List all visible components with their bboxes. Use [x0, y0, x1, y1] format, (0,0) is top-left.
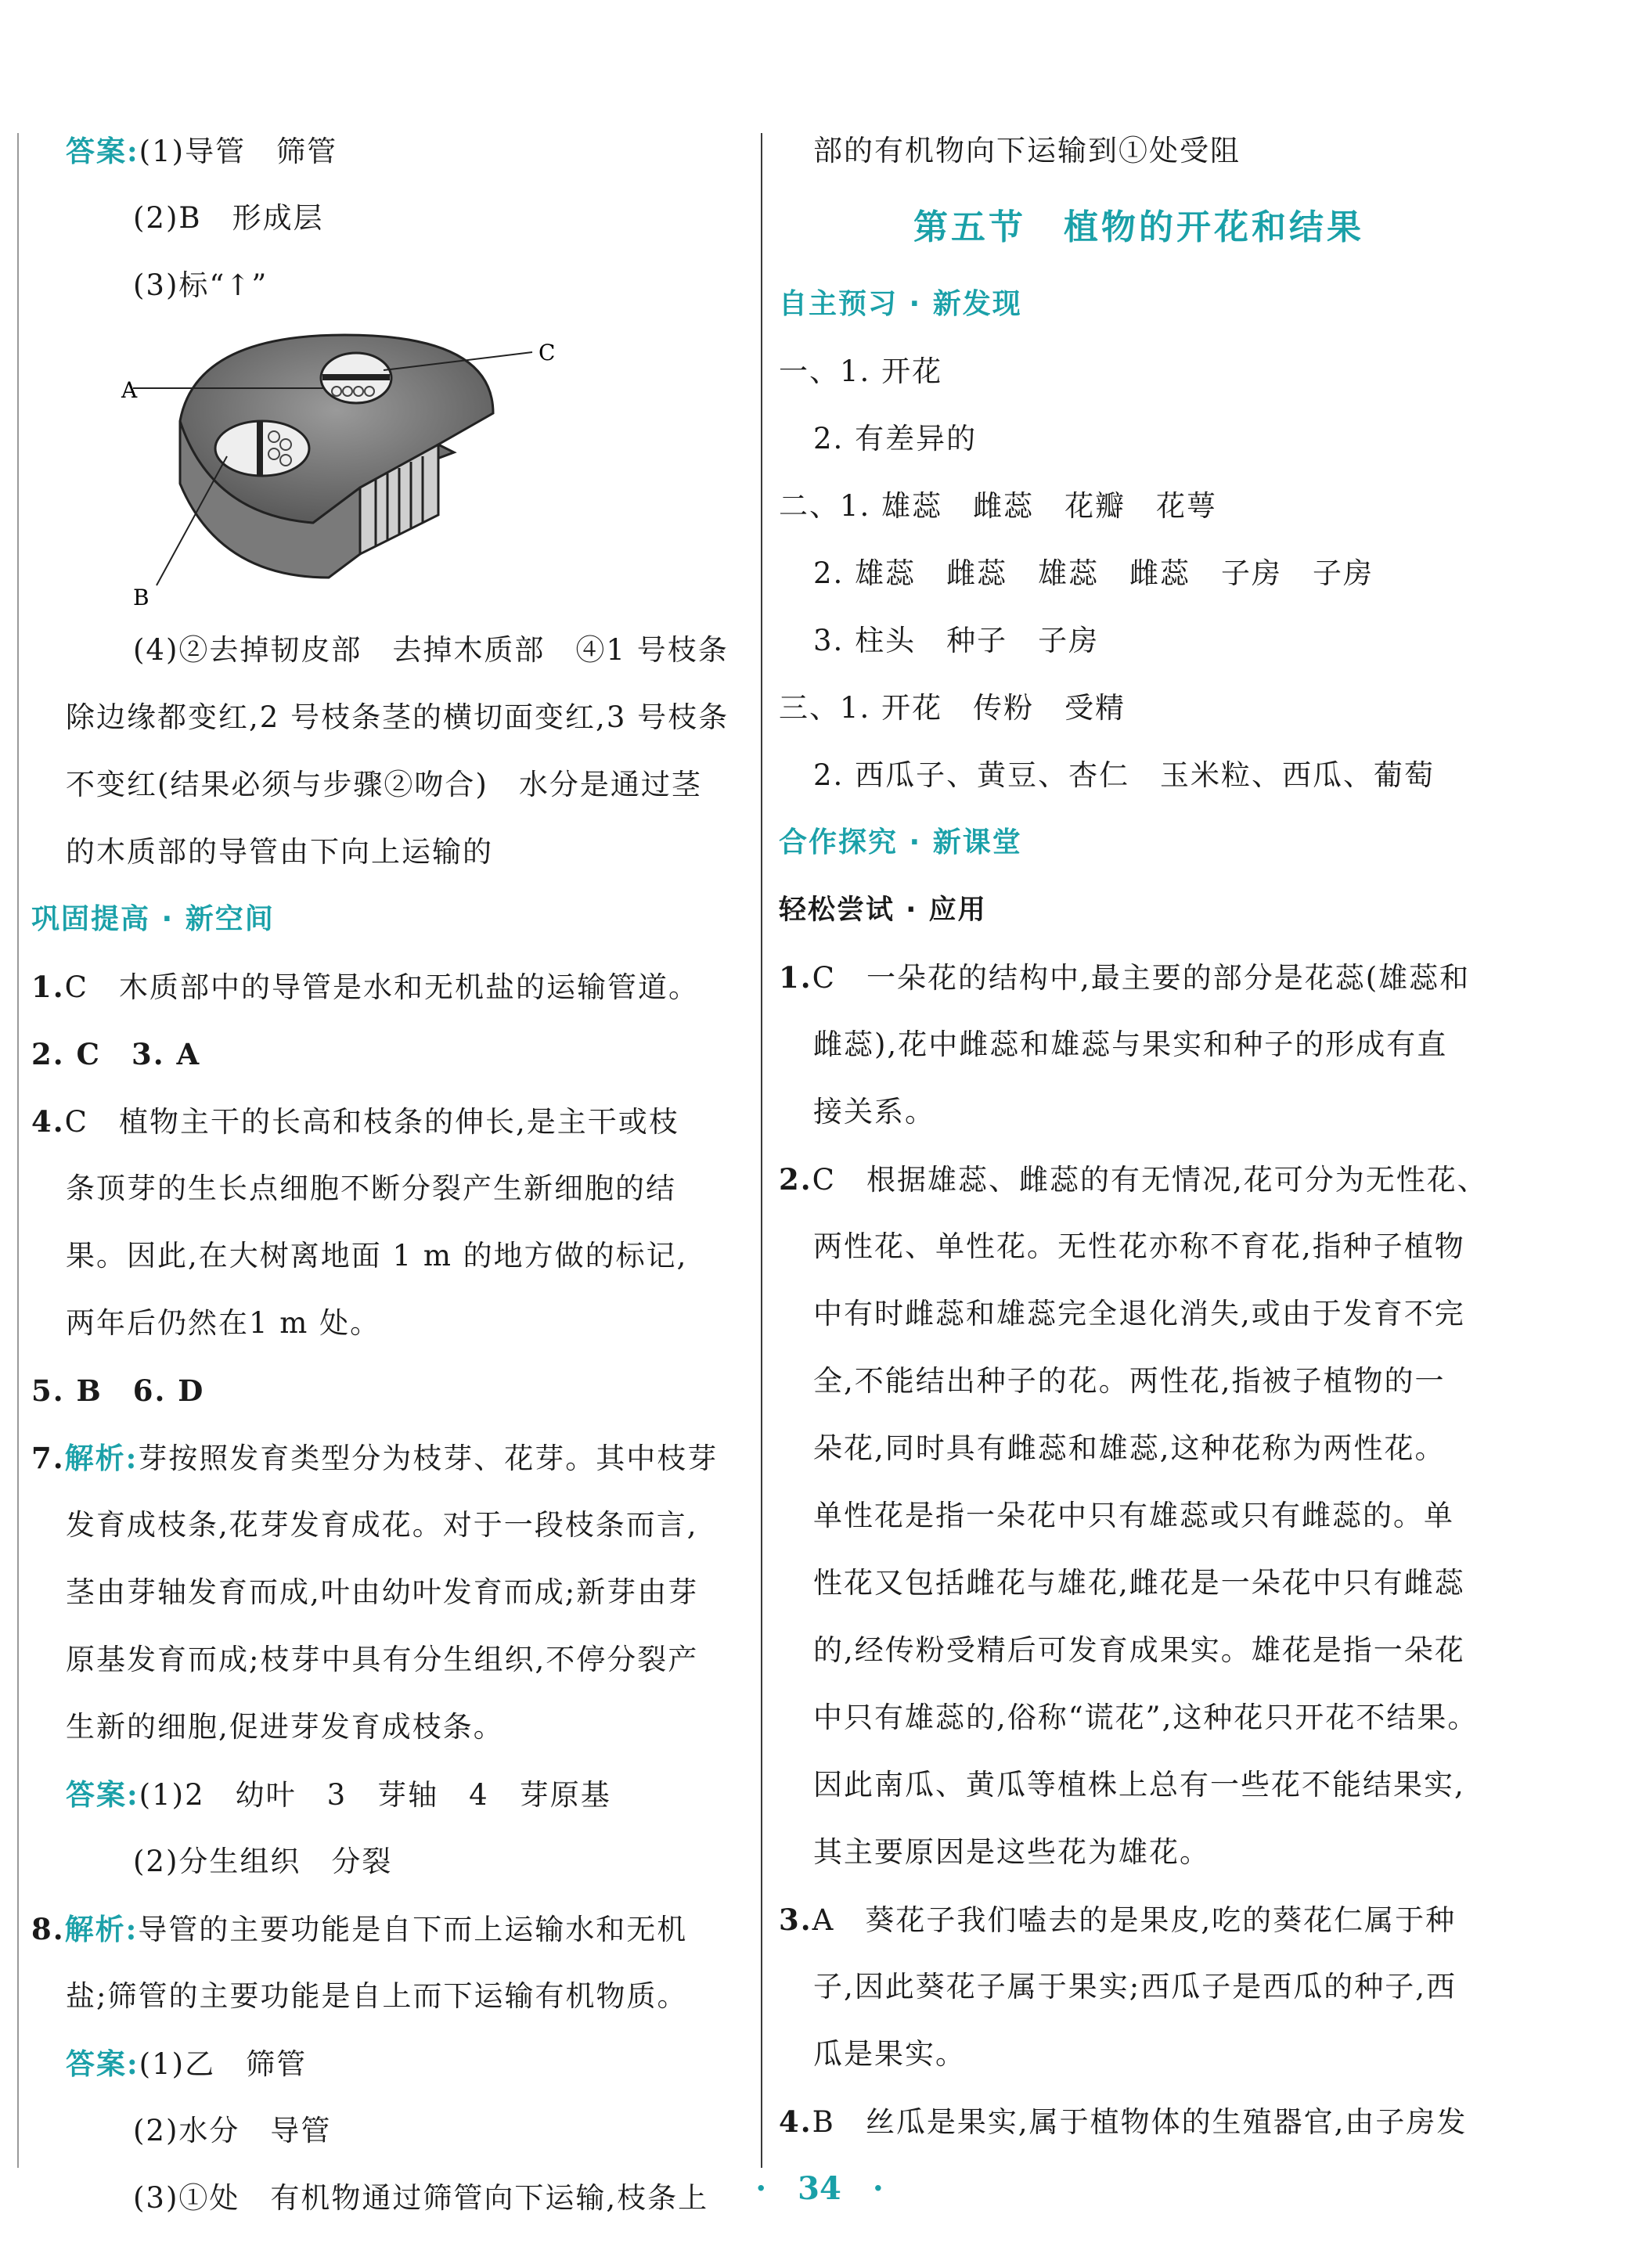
question-line: 雌蕊),花中雌蕊和雄蕊与果实和种子的形成有直 — [813, 1028, 1448, 1061]
question-line: 两年后仍然在1 m 处。 — [66, 1306, 381, 1340]
question-line: 中只有雄蕊的,俗称“谎花”,这种花只开花不结果。 — [813, 1701, 1479, 1734]
answer-line: (2)水分 导管 — [133, 2114, 332, 2147]
question-number: 7. — [31, 1441, 65, 1475]
question-number: 1. — [779, 960, 812, 995]
question-line — [779, 2088, 1499, 2155]
answer-line: (3)①处 有机物通过筛管向下运输,枝条上 — [133, 2181, 709, 2215]
question-line: 两性花、单性花。无性花亦称不育花,指种子植物 — [813, 1229, 1465, 1263]
answer-text: (1)导管 筛管 — [139, 135, 338, 168]
analysis-label: 解析: — [64, 1912, 139, 1946]
question-number: 1. — [31, 970, 65, 1004]
question-line: 5. B 6. D — [31, 1373, 205, 1408]
page-number: · 34 · — [755, 2170, 884, 2207]
question-line: 条顶芽的生长点细胞不断分裂产生新细胞的结 — [66, 1172, 676, 1205]
left-column — [31, 117, 751, 2232]
label-c: C — [539, 340, 556, 365]
answer-line: 3. 柱头 种子 子房 — [813, 624, 1100, 657]
question-text: C 根据雄蕊、雌蕊的有无情况,花可分为无性花、 — [812, 1163, 1488, 1197]
question-line: 单性花是指一朵花中只有雄蕊或只有雌蕊的。单 — [813, 1499, 1454, 1532]
answer-text: (1)2 幼叶 3 芽轴 4 芽原基 — [139, 1778, 611, 1812]
question-line — [31, 1088, 751, 1155]
question-text: C 木质部中的导管是水和无机盐的运输管道。 — [64, 970, 699, 1004]
question-text: C 一朵花的结构中,最主要的部分是花蕊(雄蕊和 — [812, 961, 1471, 995]
question-line: 盐;筛管的主要功能是自上而下运输有机物质。 — [66, 1979, 688, 2013]
question-text: A 葵花子我们嗑去的是果皮,吃的葵花仁属于种 — [812, 1903, 1457, 1937]
right-column — [779, 117, 1499, 2155]
question-number: 4. — [779, 2104, 812, 2139]
stem-cross-section-diagram — [121, 319, 751, 617]
chapter-title: 第五节 植物的开花和结果 — [913, 207, 1364, 247]
question-line: 朵花,同时具有雌蕊和雄蕊,这种花称为两性花。 — [813, 1431, 1446, 1465]
question-line: 生新的细胞,促进芽发育成枝条。 — [66, 1710, 504, 1744]
question-line — [31, 953, 751, 1021]
question-line: 子,因此葵花子属于果实;西瓜子是西瓜的种子,西 — [813, 1970, 1457, 2003]
question-text: C 植物主干的长高和枝条的伸长,是主干或枝 — [64, 1105, 679, 1139]
label-a: A — [121, 377, 138, 403]
answer-line: (2)分生组织 分裂 — [133, 1845, 393, 1878]
answer-line: (2)B 形成层 — [133, 201, 324, 235]
question-line: 原基发育而成;枝芽中具有分生组织,不停分裂产 — [66, 1643, 699, 1676]
answer-line — [31, 2030, 751, 2097]
answer-line: 2. 雄蕊 雌蕊 雄蕊 雌蕊 子房 子房 — [813, 556, 1374, 590]
section-heading: 合作探究 · 新课堂 — [779, 826, 1022, 859]
question-text: B 丝瓜是果实,属于植物体的生殖器官,由子房发 — [812, 2105, 1468, 2139]
question-line: 茎由芽轴发育而成,叶由幼叶发育而成;新芽由芽 — [66, 1575, 699, 1609]
question-line — [31, 1895, 751, 1963]
answer-line: 2. 有差异的 — [813, 422, 978, 455]
answer-label: 答案: — [66, 1777, 139, 1812]
answer-label: 答案: — [66, 134, 139, 168]
question-line: 中有时雌蕊和雄蕊完全退化消失,或由于发育不完 — [813, 1297, 1465, 1330]
answer-line: 部的有机物向下运输到①处受阻 — [813, 134, 1241, 167]
answer-line: 二、1. 雄蕊 雌蕊 花瓣 花萼 — [779, 489, 1218, 523]
question-line: 瓜是果实。 — [813, 2037, 966, 2071]
answer-line: (4)②去掉韧皮部 去掉木质部 ④1 号枝条 — [133, 633, 729, 667]
question-text: 芽按照发育类型分为枝芽、花芽。其中枝芽 — [138, 1442, 719, 1475]
question-line: 发育成枝条,花芽发育成花。对于一段枝条而言, — [66, 1508, 698, 1542]
question-number: 4. — [31, 1104, 65, 1139]
column-divider — [761, 133, 762, 2168]
answer-line: 三、1. 开花 传粉 受精 — [779, 691, 1126, 725]
answer-line — [31, 1761, 751, 1828]
question-line: 果。因此,在大树离地面 1 m 的地方做的标记, — [66, 1239, 688, 1273]
question-number: 8. — [31, 1912, 65, 1946]
question-line — [31, 1424, 751, 1492]
section-heading: 自主预习 · 新发现 — [779, 288, 1022, 320]
answer-label: 答案: — [66, 2047, 139, 2081]
section-heading: 巩固提高 · 新空间 — [31, 903, 275, 935]
label-b: B — [133, 585, 149, 610]
question-number: 3. — [779, 1903, 812, 1937]
question-line: 性花又包括雌花与雄花,雌花是一朵花中只有雌蕊 — [813, 1566, 1465, 1600]
answer-line: 除边缘都变红,2 号枝条茎的横切面变红,3 号枝条 — [66, 700, 729, 734]
answer-line — [31, 117, 751, 185]
question-text: 导管的主要功能是自下而上运输水和无机 — [138, 1913, 688, 1946]
left-margin-rule — [17, 133, 19, 2168]
answer-line: 的木质部的导管由下向上运输的 — [66, 835, 493, 869]
question-line: 全,不能结出种子的花。两性花,指被子植物的一 — [813, 1364, 1446, 1398]
question-line — [779, 1886, 1499, 1953]
question-line: 2. C 3. A — [31, 1037, 201, 1071]
question-line — [779, 944, 1499, 1011]
question-number: 2. — [779, 1162, 812, 1197]
question-line: 的,经传粉受精后可发育成果实。雄花是指一朵花 — [813, 1633, 1465, 1667]
answer-line: 一、1. 开花 — [779, 355, 943, 388]
question-line: 因此南瓜、黄瓜等植株上总有一些花不能结果实, — [813, 1768, 1465, 1802]
answer-line: 2. 西瓜子、黄豆、杏仁 玉米粒、西瓜、葡萄 — [813, 758, 1435, 792]
question-line: 接关系。 — [813, 1095, 935, 1129]
answer-text: (1)乙 筛管 — [139, 2047, 308, 2081]
analysis-label: 解析: — [64, 1441, 139, 1475]
subsection-heading: 轻松尝试 · 应用 — [779, 895, 987, 926]
question-line: 其主要原因是这些花为雄花。 — [813, 1835, 1210, 1869]
answer-line: (3)标“↑” — [133, 268, 268, 302]
answer-line: 不变红(结果必须与步骤②吻合) 水分是通过茎 — [66, 768, 702, 801]
question-line — [779, 1146, 1499, 1213]
stem-diagram-svg — [121, 319, 564, 617]
